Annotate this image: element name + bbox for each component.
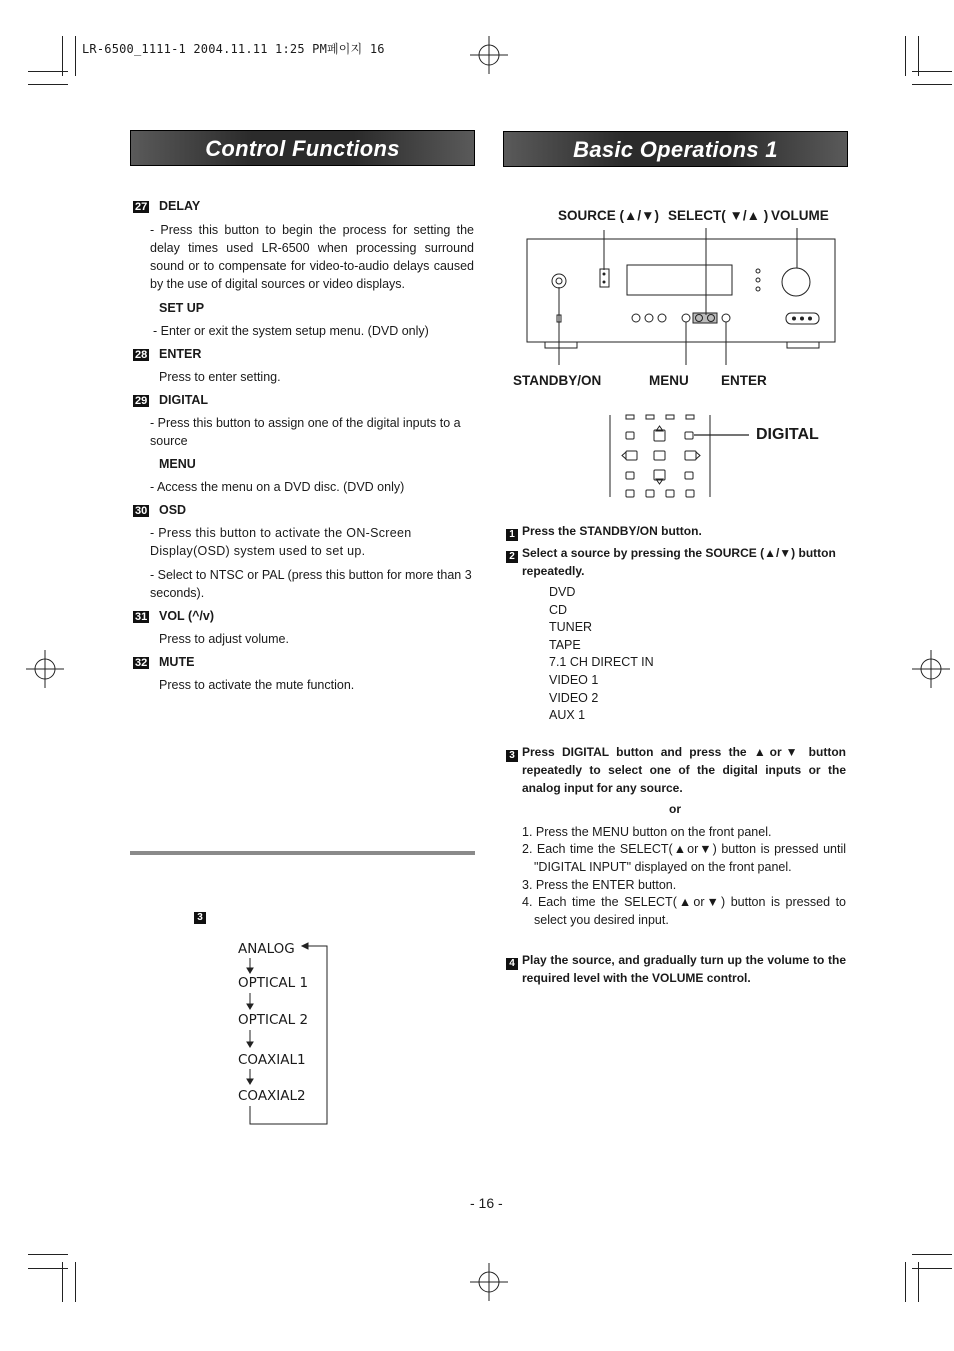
item-text: - Press this button to activate the ON-Screen Display(OSD) system used to set up. <box>150 526 412 558</box>
digital-label: DIGITAL <box>756 426 819 443</box>
flow-item-analog: ANALOG <box>238 941 295 957</box>
item-title: DELAY <box>159 199 201 213</box>
item-text: Press to activate the mute function. <box>159 678 355 692</box>
source-item: DVD <box>549 585 576 599</box>
source-item: TUNER <box>549 620 593 635</box>
source-item: TAPE <box>549 637 581 652</box>
registration-mark-icon <box>470 36 508 74</box>
crop-mark <box>912 84 952 85</box>
item-title: MUTE <box>159 655 195 669</box>
step-1-text: Press the STANDBY/ON button. <box>522 524 702 538</box>
substep-1: 1. Press the MENU button on the front panel. <box>522 825 772 839</box>
crop-mark <box>918 1262 919 1302</box>
flow-item-optical2: OPTICAL 2 <box>238 1012 309 1028</box>
item-text: Press to enter setting. <box>159 370 281 384</box>
crop-mark <box>75 1262 76 1302</box>
source-item: VIDEO 1 <box>549 672 599 687</box>
crop-mark <box>75 36 76 76</box>
item-number: 27 <box>135 201 148 213</box>
item-title: VOL (^/v) <box>159 609 214 623</box>
section-title: Basic Operations 1 <box>573 137 778 162</box>
section-banner <box>130 130 475 166</box>
item-title: OSD <box>159 503 187 517</box>
flow-item-optical1: OPTICAL 1 <box>238 975 309 991</box>
front-panel-diagram <box>515 225 845 365</box>
crop-mark <box>912 1254 952 1255</box>
item-32 <box>133 653 149 671</box>
item-number: 29 <box>135 395 148 407</box>
item-subtitle: SET UP <box>159 301 205 315</box>
item-text: Press to adjust volume. <box>159 632 289 646</box>
step-2-text: Select a source by pressing the SOURCE (▲/▼) button repeatedly. <box>522 546 836 578</box>
section-title: Control Functions <box>205 136 400 161</box>
item-31 <box>133 607 149 625</box>
divider <box>130 851 475 855</box>
item-subtitle: MENU <box>159 457 196 471</box>
section-banner <box>503 131 848 167</box>
print-slug: LR-6500_1111-1 2004.11.11 1:25 PM페이지 16 <box>82 42 385 56</box>
registration-mark-icon <box>470 1263 508 1301</box>
source-item: 7.1 CH DIRECT IN <box>549 655 654 670</box>
step-2-number: 2 <box>506 546 518 564</box>
item-number: 32 <box>135 657 148 669</box>
crop-mark <box>28 1254 68 1255</box>
item-29 <box>133 391 149 409</box>
flow-item-coaxial2: COAXIAL2 <box>238 1088 306 1104</box>
flow-item-coaxial1: COAXIAL1 <box>238 1052 306 1068</box>
source-item: CD <box>549 602 568 617</box>
substep-2: 2. Each time the SELECT(▲or▼) button is pressed until "DIGITAL INPUT" displayed on the front panel. <box>522 842 846 874</box>
crop-mark <box>905 1262 906 1302</box>
item-number: 31 <box>135 611 148 623</box>
item-28 <box>133 345 149 363</box>
crop-mark <box>62 1262 63 1302</box>
step-3-number: 3 <box>506 745 518 763</box>
substep-3: 3. Press the ENTER button. <box>522 878 677 892</box>
item-text: - Press this button to begin the process for setting the delay times used LR-6500 when processing surround sound or to compensate for video-to-audio delays caused by the use of digital sources or video displays. <box>150 223 474 291</box>
select-label: SELECT( ▼/▲ ) <box>668 208 769 223</box>
source-label: SOURCE (▲/▼) <box>558 208 659 223</box>
item-subtext: - Access the menu on a DVD disc. (DVD only) <box>150 480 405 494</box>
crop-mark <box>918 36 919 76</box>
flow-arrows <box>240 940 332 1130</box>
item-27 <box>133 197 149 215</box>
item-30 <box>133 501 149 519</box>
item-number: 28 <box>135 349 148 361</box>
step-4-text: Play the source, and gradually turn up the volume to the required level with the VOLUME control. <box>522 953 846 985</box>
source-list <box>549 584 654 725</box>
item-text: - Select to NTSC or PAL (press this button for more than 3 seconds). <box>150 568 472 600</box>
crop-mark <box>62 36 63 76</box>
source-item: VIDEO 2 <box>549 690 599 705</box>
standby-label: STANDBY/ON <box>513 373 602 388</box>
item-subtext: - Enter or exit the system setup menu. (DVD only) <box>153 324 429 338</box>
crop-mark <box>28 84 68 85</box>
registration-mark-icon <box>912 650 950 688</box>
item-title: ENTER <box>159 347 202 361</box>
step-marker: 3 <box>194 907 206 925</box>
remote-control-diagram <box>606 412 756 500</box>
crop-mark <box>905 36 906 76</box>
item-title: DIGITAL <box>159 393 209 407</box>
registration-mark-icon <box>26 650 64 688</box>
substep-4: 4. Each time the SELECT(▲or▼) button is pressed to select you desired input. <box>522 895 846 927</box>
page-number: - 16 - <box>470 1195 503 1211</box>
menu-label: MENU <box>649 373 689 388</box>
source-item: AUX 1 <box>549 708 586 723</box>
or-text: or <box>669 802 681 816</box>
volume-label: VOLUME <box>771 208 829 223</box>
item-number: 30 <box>135 505 148 517</box>
step-4-number: 4 <box>506 953 518 971</box>
item-text: - Press this button to assign one of the digital inputs to a source <box>150 416 461 448</box>
step-1-number: 1 <box>506 524 518 542</box>
enter-label: ENTER <box>721 373 767 388</box>
step-3-text: Press DIGITAL button and press the ▲or▼ button repeatedly to select one of the digital inputs or the analog input for any source. <box>522 745 846 795</box>
